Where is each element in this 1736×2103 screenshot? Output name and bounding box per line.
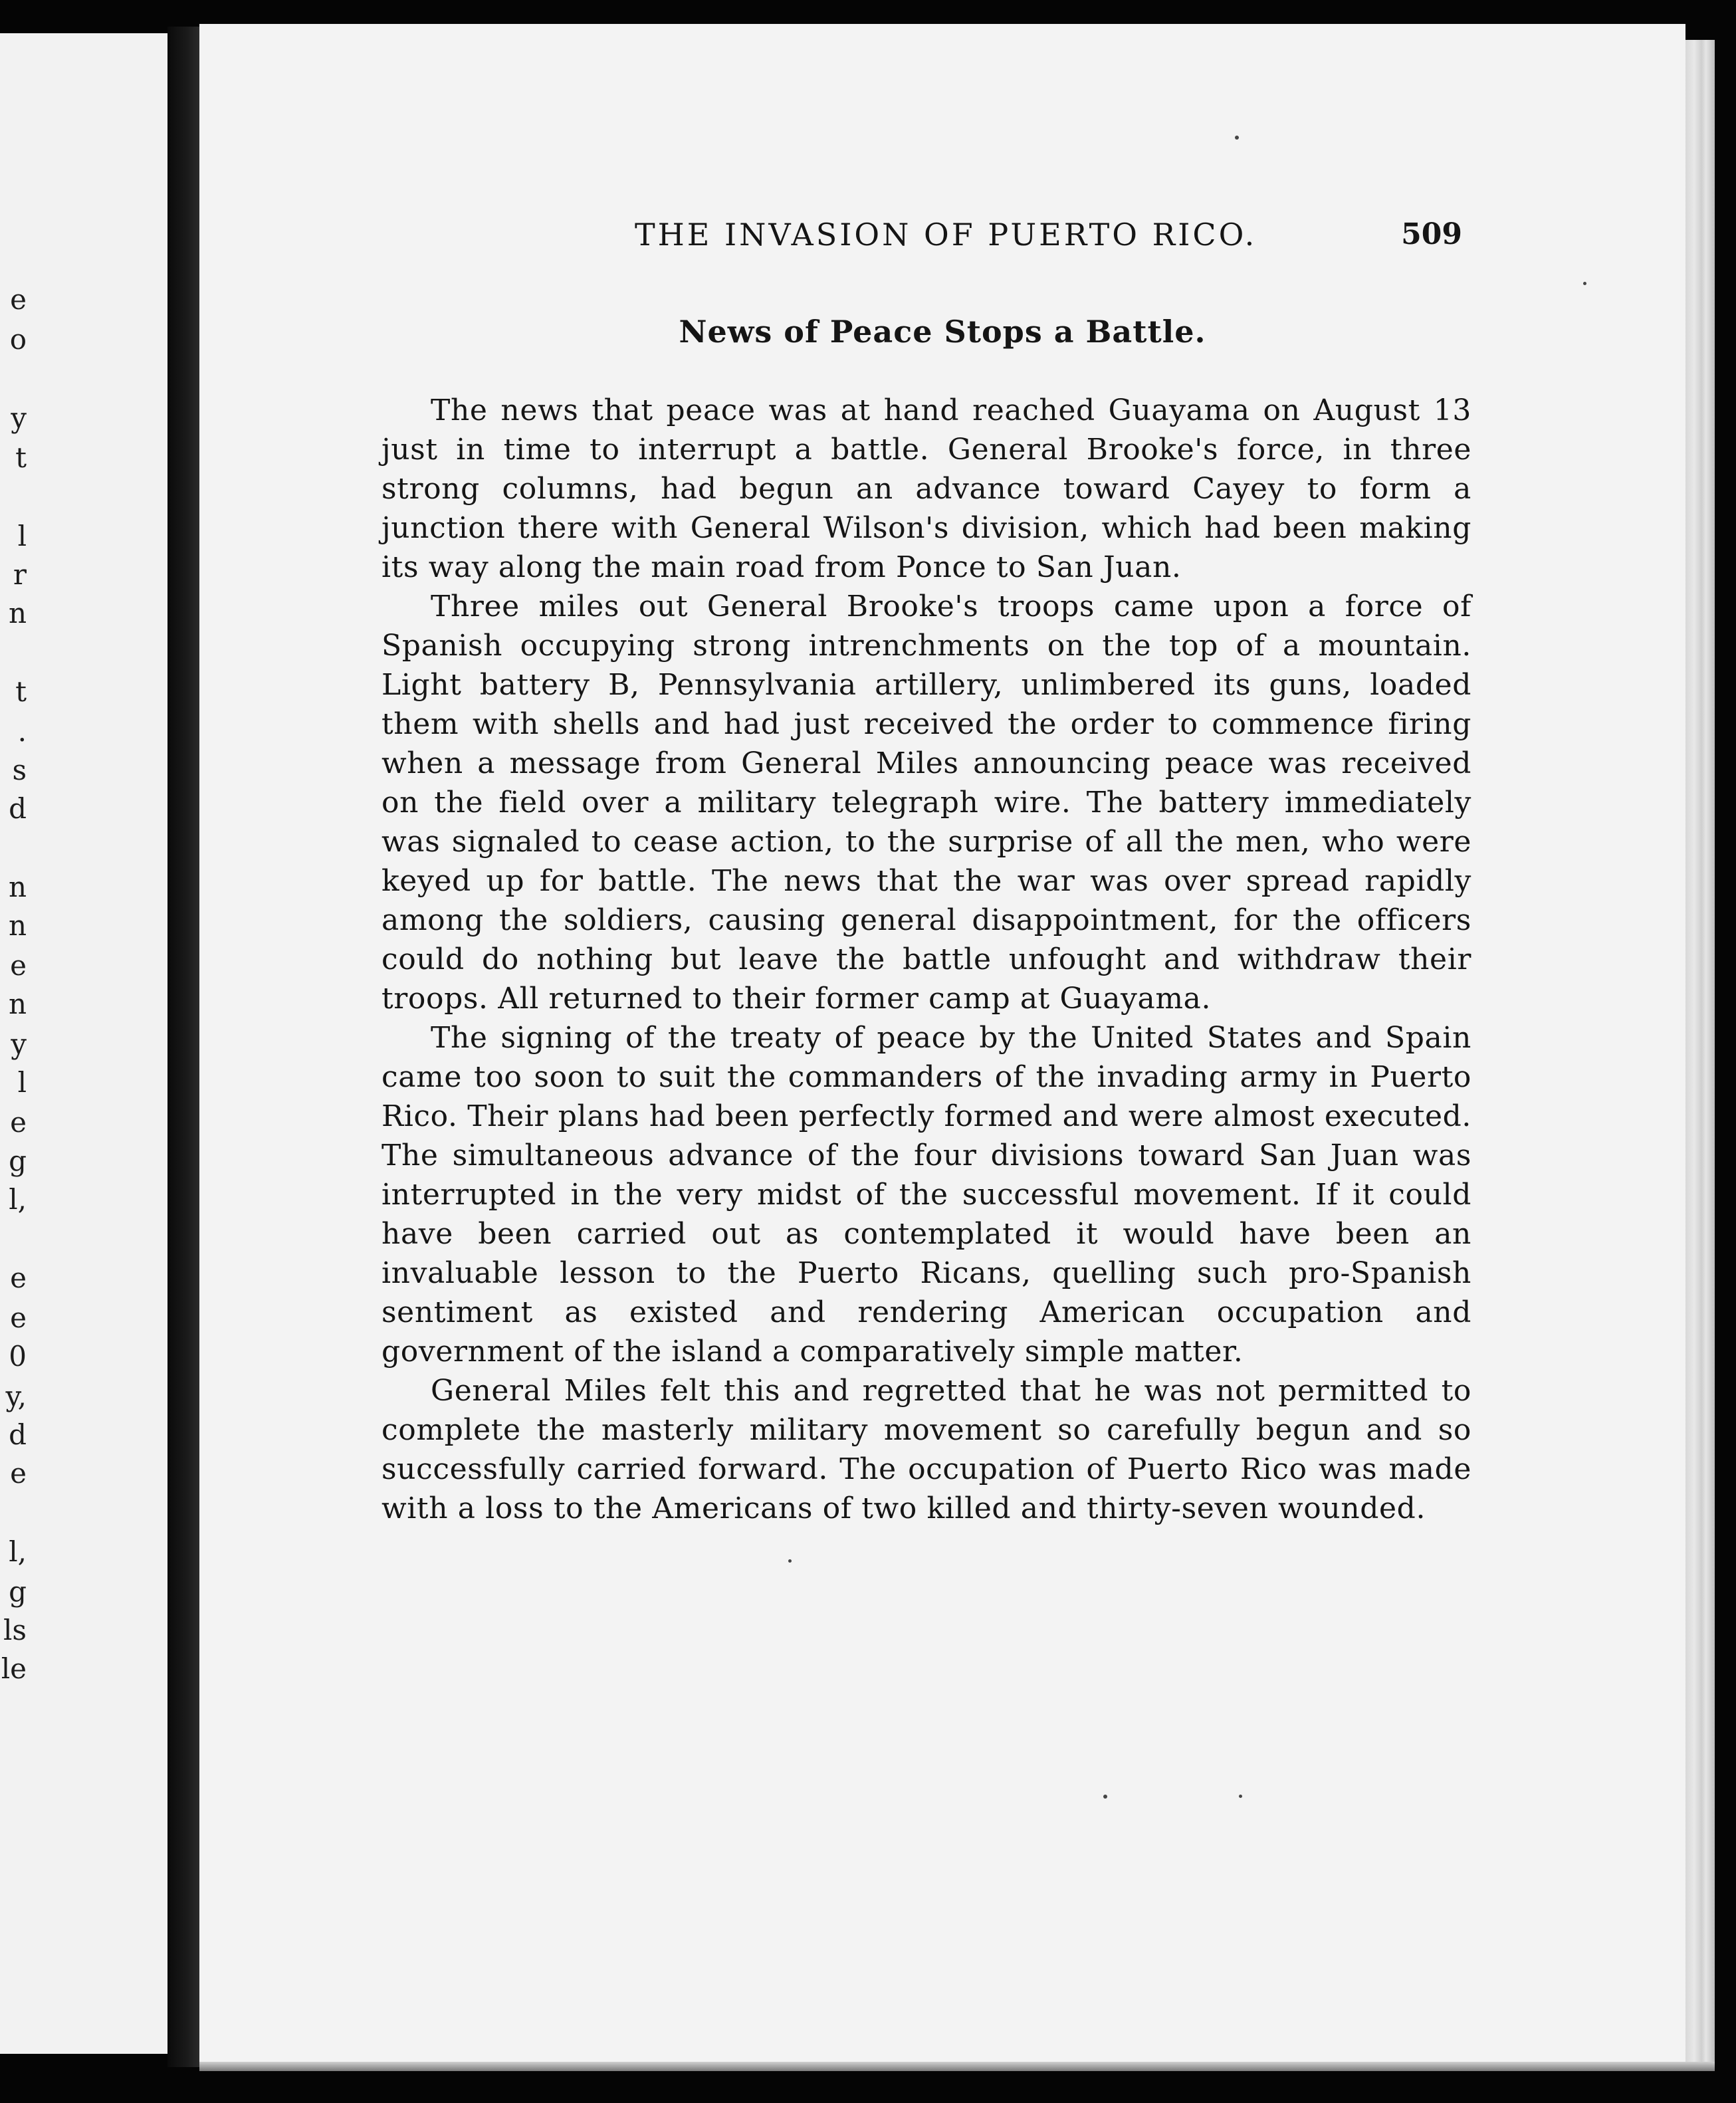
paragraph: The signing of the treaty of peace by the United States and Spain came too soon to suit the commanders of the invading army in Puerto Rico. Their plans had been perfectly formed and were almost executed. The simultaneous advance of the four divisions toward San Juan was interrupted in the very midst of the successful movement. If it could have been carried out as contemplated it would have been an invaluable lesson to the Puerto Ricans, quelling such pro-Spanish sentiment as existed and rendering American occupation and government of the island a comparatively simple matter.	[381, 1021, 1471, 1369]
paragraph: The news that peace was at hand reached Guayama on August 13 just in time to interrupt a battle. General Brooke's force, in three strong columns, had begun an advance toward Cayey to form a junction there with General Wilson's division, which had been making its way along the main road from Ponce to San Juan.	[381, 393, 1471, 584]
print-speck	[1235, 136, 1239, 140]
body-text	[381, 391, 1471, 1528]
left-page-fragment: r	[13, 558, 27, 591]
left-page-fragment: e	[10, 1262, 27, 1294]
left-page-fragment: d	[9, 1418, 27, 1451]
left-page-fragment: ls	[3, 1614, 27, 1646]
page-edge	[1685, 40, 1715, 2067]
left-page-fragment: n	[8, 597, 27, 629]
left-page-fragment: n	[8, 871, 27, 903]
left-page-fragment: g	[9, 1145, 27, 1177]
left-page-fragment: l,	[9, 1183, 27, 1216]
left-page-fragment: n	[8, 909, 27, 942]
left-facing-page	[0, 33, 167, 2054]
running-title: THE INVASION OF PUERTO RICO.	[635, 217, 1257, 253]
running-head	[425, 211, 1462, 258]
section-heading: News of Peace Stops a Battle.	[679, 314, 1206, 350]
left-page-fragment: e	[10, 1457, 27, 1490]
print-speck	[1103, 1795, 1107, 1799]
gutter-shadow	[167, 27, 199, 2067]
left-page-fragment: o	[9, 323, 27, 356]
left-page-fragment: s	[12, 754, 27, 786]
left-page-fragment: n	[8, 988, 27, 1020]
left-page-fragment: y,	[5, 1380, 27, 1412]
print-speck	[1583, 282, 1586, 285]
print-speck	[1239, 1795, 1242, 1798]
left-page-fragment: 0	[9, 1340, 27, 1373]
left-page-fragment: t	[15, 675, 27, 708]
left-page-fragment: e	[10, 1106, 27, 1139]
left-page-fragment: l,	[9, 1535, 27, 1568]
left-page-fragment: e	[10, 1301, 27, 1334]
left-page-fragment: .	[17, 715, 27, 748]
paragraph: General Miles felt this and regretted that he was not permitted to complete the masterly military movement so carefully begun and so successfully carried forward. The occupation of Puerto Rico was made with a loss to the Americans of two killed and thirty-seven wounded.	[381, 1374, 1471, 1525]
left-page-fragment: t	[15, 441, 27, 474]
left-page-fragment: y	[11, 401, 27, 434]
page-bottom-edge	[199, 2062, 1715, 2071]
left-page-fragment: le	[1, 1652, 27, 1685]
left-page-fragment: e	[10, 283, 27, 316]
left-page-fragment: l	[17, 1066, 27, 1099]
left-page-fragment: g	[9, 1575, 27, 1608]
paragraph: Three miles out General Brooke's troops came upon a force of Spanish occupying strong intrenchments on the top of a mountain. Light battery B, Pennsylvania artillery, unlimbered its guns, loaded them with shells and had just received the order to commence firing when a message from General Miles announcing peace was received on the field over a military telegraph wire. The battery immediately was signaled to cease action, to the surprise of all the men, who were keyed up for battle. The news that the war was over spread rapidly among the soldiers, causing general disappointment, for the officers could do nothing but leave the battle unfought and withdraw their troops. All returned to their former camp at Guayama.	[381, 590, 1471, 1016]
left-page-fragment: e	[10, 949, 27, 982]
left-page-fragment: y	[11, 1028, 27, 1060]
print-speck	[788, 1559, 792, 1563]
page-number: 509	[1401, 217, 1462, 251]
left-page-fragment: l	[17, 520, 27, 552]
left-page-fragment: d	[9, 792, 27, 825]
